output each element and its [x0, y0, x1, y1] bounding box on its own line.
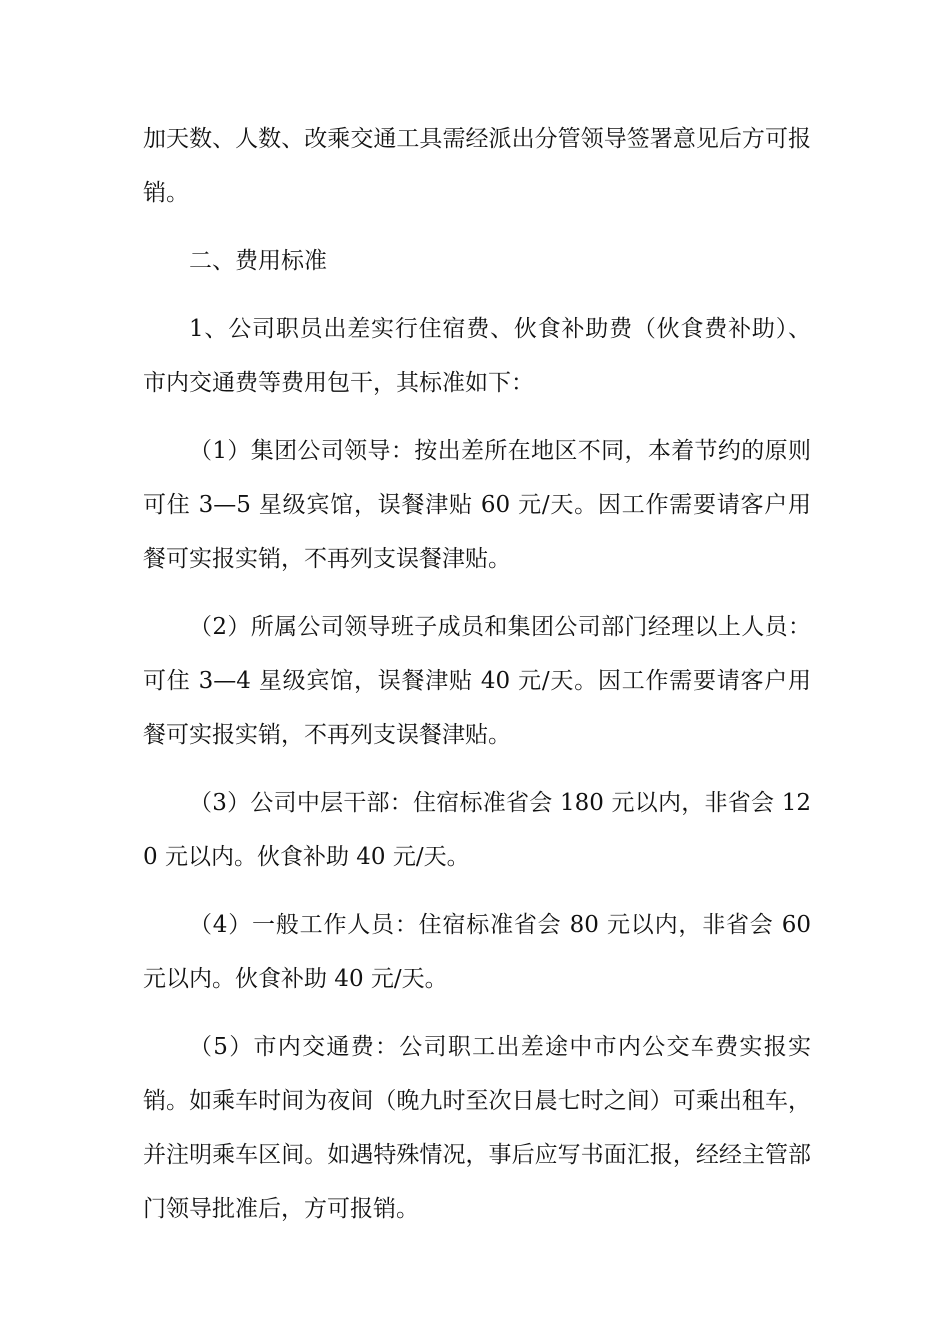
document-body — [143, 112, 811, 1250]
paragraph-continuation: 加天数、人数、改乘交通工具需经派出分管领导签署意见后方可报销。 — [143, 126, 811, 206]
paragraph-local-transport: （5）市内交通费：公司职工出差途中市内公交车费实报实销。如乘车时间为夜间（晚九时至次日晨七时之间）可乘出租车，并注明乘车区间。如遇特殊情况，事后应写书面汇报，经经主管部门领导批准后，方可报销。 — [143, 1034, 811, 1222]
paragraph-middle-managers: （3）公司中层干部：住宿标准省会 180 元以内，非省会 120 元以内。伙食补助 40 元/天。 — [143, 790, 811, 870]
paragraph-general-staff: （4）一般工作人员：住宿标准省会 80 元以内，非省会 60 元以内。伙食补助 40 元/天。 — [143, 912, 811, 992]
paragraph-subsidiary-leaders: （2）所属公司领导班子成员和集团公司部门经理以上人员：可住 3—4 星级宾馆，误餐津贴 40 元/天。因工作需要请客户用餐可实报实销，不再列支误餐津贴。 — [143, 614, 811, 748]
section-heading-fee-standard: 二、费用标准 — [189, 248, 327, 274]
paragraph-item-1: 1、公司职员出差实行住宿费、伙食补助费（伙食费补助）、市内交通费等费用包干，其标准如下： — [143, 316, 811, 396]
paragraph-group-leaders: （1）集团公司领导：按出差所在地区不同，本着节约的原则可住 3—5 星级宾馆，误餐津贴 60 元/天。因工作需要请客户用餐可实报实销，不再列支误餐津贴。 — [143, 438, 811, 572]
